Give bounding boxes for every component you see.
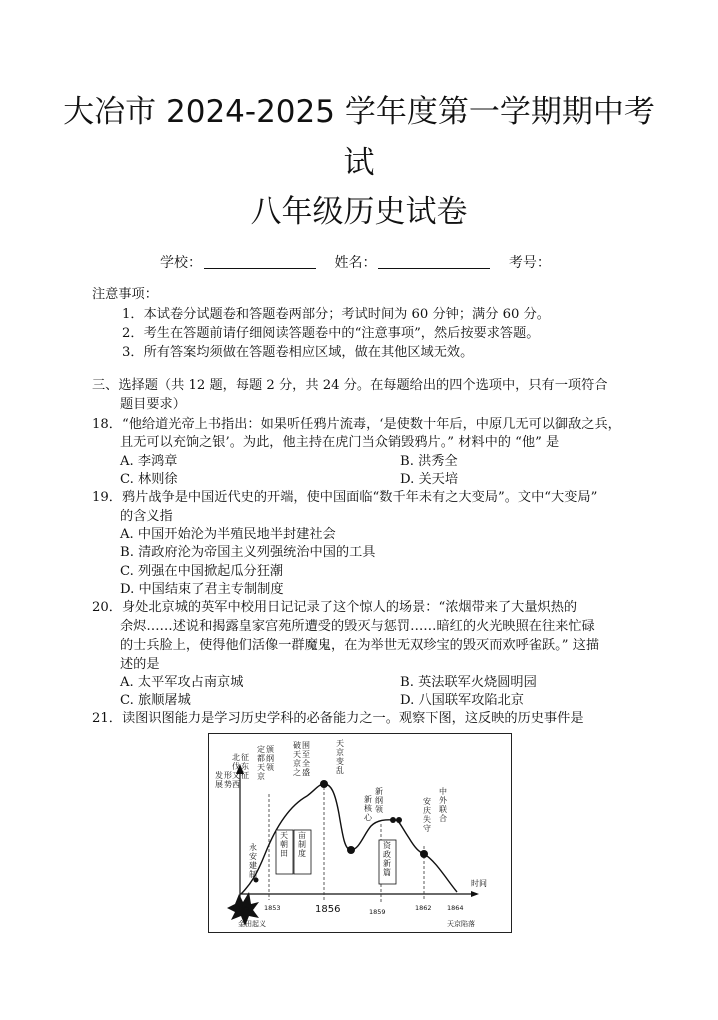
- q18-option-a[interactable]: A. 李鸿章: [120, 454, 178, 469]
- notice-item: 3．所有答案均须做在答题卷相应区域，做在其他区域无效。: [122, 345, 474, 360]
- exam-title-line2: 试: [343, 145, 375, 181]
- section-heading: 三、选择题（共 12 题，每题 2 分，共 24 分。在每题给出的四个选项中，只有一项符合: [92, 378, 608, 393]
- question-19-text: 19．鸦片战争是中国近代史的开端，使中国面临“数千年未有之大变局”。文中“大变局”: [92, 490, 598, 505]
- question-18-text: 且无可以充饷之银’。为此，他主持在虎门当众销毁鸦片。” 材料中的 “他” 是: [120, 435, 560, 450]
- x-axis-arrow: [471, 891, 479, 897]
- year-1853: 1853: [264, 904, 281, 912]
- label-zhongwai: 中外联合: [439, 787, 447, 823]
- question-20-text: 述的是: [120, 657, 160, 672]
- number-label: 考号：: [508, 255, 551, 271]
- exam-subtitle: 八年级历史试卷: [250, 194, 468, 230]
- q19-option-c[interactable]: C. 列强在中国掀起瓜分狂潮: [120, 564, 284, 579]
- point-bianluan: [347, 846, 355, 854]
- notice-item: 2．考生在答题前请仔细阅读答题卷中的“注意事项”，然后按要求答题。: [122, 326, 540, 341]
- label-tianchao-part2: 亩制度: [298, 831, 306, 858]
- ylabel-text: 发展形势: [215, 771, 232, 789]
- q20-option-b[interactable]: B. 英法联军火烧圆明园: [400, 675, 537, 690]
- question-20-text: 余烬……述说和揭露皇家宫苑所遭受的毁灭与惩罚……暗红的火光映照在往来忙碌: [120, 619, 595, 634]
- label-new-core: 新核心: [364, 795, 372, 822]
- label-new-program: 新纲领: [375, 787, 383, 814]
- year-1856: 1856: [315, 904, 341, 915]
- point-anqing: [420, 850, 428, 858]
- school-label: 学校：: [160, 255, 202, 271]
- name-label: 姓名：: [334, 255, 377, 271]
- exam-title-line1: 大冶市 2024-2025 学年度第一学期期中考: [63, 94, 655, 130]
- school-blank[interactable]: [204, 254, 316, 269]
- question-20-text: 的士兵脸上，使得他们活像一群魔鬼，在为举世无双珍宝的毁灭而欢呼雀跃。” 这描: [120, 638, 600, 653]
- q18-option-c[interactable]: C. 林则徐: [120, 472, 178, 487]
- question-18-text: 18．“他给道光帝上书指出：如果听任鸦片流毒，‘是使数十年后，中原几无可以御敌之兵，: [92, 417, 621, 432]
- label-yongan: 永安建制: [249, 843, 257, 879]
- question-20-text: 20．身处北京城的英军中校用日记记录了这个惊人的场景：“浓烟带来了大量炽热的: [92, 600, 578, 615]
- q20-option-a[interactable]: A. 太平军攻占南京城: [120, 675, 244, 690]
- name-blank[interactable]: [378, 254, 490, 269]
- q20-option-d[interactable]: D. 八国联军攻陷北京: [400, 693, 524, 708]
- q19-option-d[interactable]: D. 中国结束了君主专制制度: [120, 582, 284, 597]
- q19-option-a[interactable]: A. 中国开始沦为半殖民地半封建社会: [120, 527, 336, 542]
- year-1862: 1862: [415, 904, 432, 912]
- label-tianjing-bianluan: 天京变乱: [336, 739, 344, 775]
- notice-heading: 注意事项：: [92, 287, 158, 302]
- notice-item: 1．本试卷分试题卷和答题卷两部分；考试时间为 60 分钟；满分 60 分。: [122, 307, 550, 322]
- point-new-core: [390, 817, 396, 823]
- year-1864: 1864: [447, 904, 464, 912]
- label-anqing: 安庆失守: [423, 797, 431, 833]
- year-1859: 1859: [369, 908, 386, 916]
- q19-option-b[interactable]: B. 清政府沦为帝国主义列强统治中国的工具: [120, 545, 376, 560]
- point-peak: [320, 780, 328, 788]
- section-heading-cont: 题目要求）: [120, 397, 186, 412]
- year-1851: 1851: [237, 904, 254, 912]
- q18-option-b[interactable]: B. 洪秀全: [400, 454, 458, 469]
- student-info-fields: [160, 252, 551, 272]
- start-event-label: 金田起义: [238, 920, 266, 928]
- q20-option-c[interactable]: C. 旅顺屠城: [120, 693, 191, 708]
- xlabel-text: 时间: [471, 879, 487, 888]
- label-dingdu: 定都天京颁纲领: [257, 745, 274, 781]
- label-zizheng: 资政新篇: [383, 841, 391, 877]
- q18-option-d[interactable]: D. 关天培: [400, 472, 459, 487]
- label-tianchao-part1: 天朝田: [280, 831, 288, 858]
- point-new-program: [396, 817, 402, 823]
- taiping-development-diagram: [208, 733, 512, 933]
- label-beifa: 北伐又西征东征: [232, 753, 249, 789]
- label-poding: 破天京之围至全盛: [293, 741, 310, 777]
- question-19-text: 的含义指: [120, 509, 173, 524]
- end-event-label: 天京陷落: [447, 920, 475, 928]
- question-21-text: 21．读图识图能力是学习历史学科的必备能力之一。观察下图，这反映的历史事件是: [92, 711, 584, 726]
